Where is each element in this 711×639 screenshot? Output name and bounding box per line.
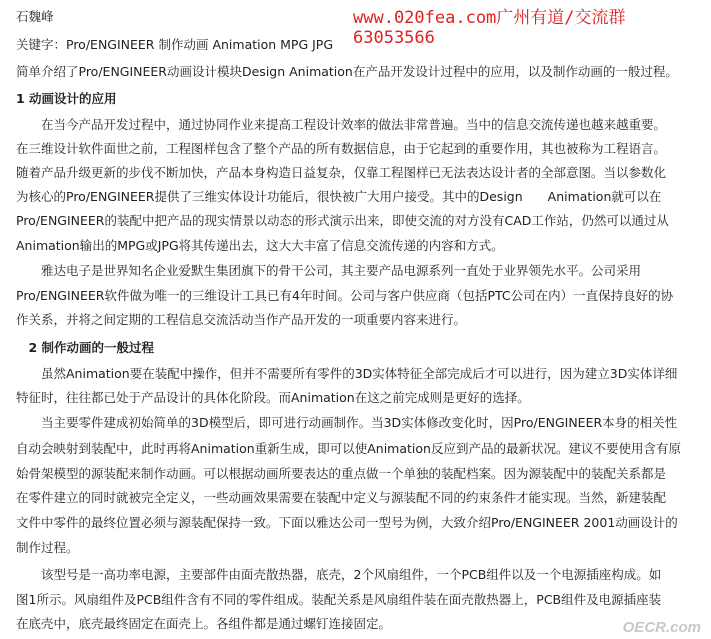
paragraph-line: 在当今产品开发过程中，通过协同作业来提高工程设计效率的做法非常普遍。当中的信息交流传递也越来越重要。 bbox=[16, 117, 667, 132]
paragraph-line: 文件中零件的最终位置必须与源装配保持一致。下面以雅达公司一型号为例，大致介绍Pro/ENGINEER 2001动画设计的 bbox=[16, 515, 678, 530]
paragraph-line: Animation输出的MPG或JPG将其传递出去，这大大丰富了信息交流传递的内容和方式。 bbox=[16, 238, 504, 253]
section-heading-1: 1 动画设计的应用 bbox=[16, 91, 117, 106]
paragraph-line: 在底壳中，底壳最终固定在面壳上。各组件都是通过螺钉连接固定。 bbox=[16, 616, 392, 631]
paragraph-line: 图1所示。风扇组件及PCB组件含有不同的零件组成。装配关系是风扇组件装在面壳散热器上，PCB组件及电源插座装 bbox=[16, 592, 662, 607]
paragraph-line: 当主要零件建成初始简单的3D模型后，即可进行动画制作。当3D实体修改变化时，因Pro/ENGINEER本身的相关性 bbox=[16, 415, 678, 430]
paragraph-line: 雅达电子是世界知名企业爱默生集团旗下的骨干公司，其主要产品电源系列一直处于业界领先水平。公司采用 bbox=[16, 263, 642, 278]
paragraph-line: 在三维设计软件面世之前，工程图样包含了整个产品的所有数据信息，由于它起到的重要作用，其也被称为工程语言。 bbox=[16, 141, 667, 156]
paragraph-line: 虽然Animation要在装配中操作，但并不需要所有零件的3D实体特征全部完成后才可以进行，因为建立3D实体详细 bbox=[16, 366, 678, 381]
watermark-line-1: www.020fea.com广州有道/交流群 bbox=[353, 8, 626, 28]
paragraph-line: 制作过程。 bbox=[16, 540, 79, 555]
paragraph-line: 随着产品升级更新的步伐不断加快，产品本身构造日益复杂，仅靠工程图样已无法表达设计者的全部意图。当以参数化 bbox=[16, 165, 667, 180]
paragraph-line: 在零件建立的同时就被完全定义，一些动画效果需要在装配中定义与源装配不同的约束条件才能实现。当然，新建装配 bbox=[16, 490, 667, 505]
section-heading-2: 2 制作动画的一般过程 bbox=[16, 340, 155, 355]
abstract-line: 简单介绍了Pro/ENGINEER动画设计模块Design Animation在产品开发设计过程中的应用，以及制作动画的一般过程。 bbox=[16, 64, 678, 79]
paragraph-line: Pro/ENGINEER软件做为唯一的三维设计工具已有4年时间。公司与客户供应商（包括PTC公司在内）一直保持良好的协 bbox=[16, 288, 674, 303]
paragraph-line: 为核心的Pro/ENGINEER提供了三维实体设计功能后，很快被广大用户接受。其中的Design Animation就可以在 bbox=[16, 189, 662, 204]
paragraph-line: Pro/ENGINEER的装配中把产品的现实情景以动态的形式演示出来，即使交流的对方没有CAD工作站，仍然可以通过从 bbox=[16, 213, 669, 228]
paragraph-line: 特征时，往往都已处于产品设计的具体化阶段。而Animation在这之前完成则是更好的选择。 bbox=[16, 390, 530, 405]
paragraph-line: 作关系，并将之间定期的工程信息交流活动当作产品开发的一项重要内容来进行。 bbox=[16, 312, 467, 327]
paragraph-line: 自动会映射到装配中，此时再将Animation重新生成，即可以使Animation反应到产品的最新状况。建议不要使用含有原 bbox=[16, 441, 681, 456]
author-name: 石魏峰 bbox=[16, 9, 54, 24]
keywords-line: 关键字：Pro/ENGINEER 制作动画 Animation MPG JPG bbox=[16, 37, 334, 52]
watermark-line-2: 63053566 bbox=[353, 28, 435, 48]
corner-logo-watermark: OECR.com bbox=[622, 619, 701, 636]
paragraph-line: 该型号是一高功率电源，主要部件由面壳散热器，底壳，2个风扇组件，一个PCB组件以及一个电源插座构成。如 bbox=[16, 567, 662, 582]
paragraph-line: 始骨架模型的源装配来制作动画。可以根据动画所要表达的重点做一个单独的装配档案。因为源装配中的装配关系都是 bbox=[16, 466, 667, 481]
site-watermark bbox=[353, 8, 626, 48]
